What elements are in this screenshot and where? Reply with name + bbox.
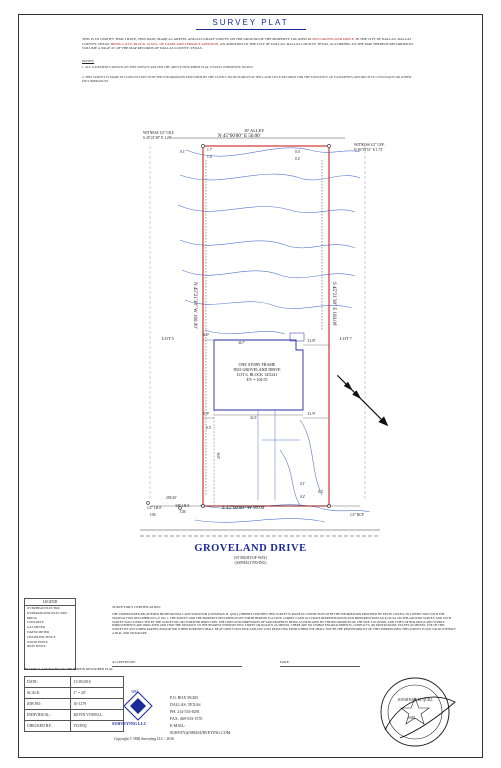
corner-sw-cm: CM [150, 513, 156, 517]
street-paving: (ASPHALT PAVING) [234, 561, 267, 565]
copyright: Copyright © 5882 Surveying LLC - 2016 [114, 737, 174, 741]
table-row: SCALE: 1" = 20' [25, 688, 124, 699]
offset-label: 0.4' [295, 150, 301, 154]
offset-label: 0.3' [318, 490, 324, 494]
offset-label: 0.2' [300, 495, 306, 499]
note-1: 1. ALL EASEMENTS SHOWN ON THIS SURVEY ARE PER THE ABOVE DESCRIBED PLAT, UNLESS OTHERWISE NOTED. [82, 65, 254, 69]
witness-left: WITNESS 1/2" I.R.F. [143, 131, 175, 135]
signature-stroke [385, 697, 455, 738]
surveyor-seal-icon [381, 678, 449, 746]
surveyor-cert-text: THE UNDERSIGNED REGISTERED PROFESSIONAL LAND SURVEYOR (JONATHAN M. QUILL) HEREBY CERTIFIES THIS SURVEY IS MADE IN CONNECTION WITH THE INFORMATION PROVIDED BY KEVIN VOWELL IN CONNECTION WITH THE TRANSACTION DESCRIBED IN G.F. NO. 1. THE SURVEY AND THE PROPERTY DESCRIPTION SET FORTH HEREON IS A TRUE, CORRECT AND ACCURATE REPRESENTATION AND PREPARED FROM AN ACTUAL ON-THE-GROUND SURVEY, AND SUCH SURVEY WAS CONDUCTED BY THE SURVEYOR, OR UNDER HIS DIRECTION. THE LINES AND DIMENSIONS OF SAID PROPERTY BEING AS INDICATED BY THE RECORDED PLAT; THE SIZE, LOCATION, AND TYPES OF BUILDINGS AND VISIBLE IMPROVEMENTS ARE INDICATED AND THAT THE DISTANCE TO THE NEAREST INTERSECTING STREET OR ROAD IS AS SHOWN. THERE ARE NO VISIBLE ENCROACHMENTS, CONFLICTS, OR PROTRUSIONS, EXCEPT AS SHOWN. USE OF THIS SURVEY BY ANY OTHER PARTIES AND/OR FOR OTHER PURPOSES SHALL BE AT USER'S OWN RISK AND ANY LOSS RESULTING FROM OTHER USE SHALL NOT BE THE RESPONSIBILITY OF THE UNDERSIGNED. THIS SURVEY IS NOT VALID WITHOUT A SEAL AND SIGNATURE. [112, 612, 456, 635]
dim-bottom-right: 11.9' [307, 411, 316, 416]
legend-item: GAS METER [27, 625, 45, 630]
company-name: SURVEYING LLC [112, 721, 147, 726]
date-line [280, 666, 360, 667]
legend-item: UNDERGROUND ELECTRIC [27, 610, 68, 615]
company-email: SURVEY@5882SURVEYING.COM [170, 730, 231, 735]
lot-5-label: LOT 5 [162, 336, 174, 341]
lot-7-label: LOT 7 [340, 336, 352, 341]
offset-label: 1.7' [207, 148, 213, 152]
dim-front: 36.8' [216, 452, 220, 459]
company-logo-icon [124, 692, 152, 720]
corner-markers [147, 144, 331, 509]
note-2: 2. THIS SURVEY IS MADE IN CONJUNCTION WITH THE INFORMATION PROVIDED BY THE CLIENT. NO RESEARCH OF THE LAND TITLE RECORDS FOR THE EXISTENCE OF EASEMENTS, RESTRICTIVE COVENANTS OR OTHER ENCUMBRANCES [82, 75, 412, 83]
west-bearing: N 45°21'38" W 160.00' [192, 282, 197, 329]
dim-bottom-left: 5.9' [203, 411, 210, 416]
offset-label: 0.3' [206, 426, 212, 430]
accepted-by-label: ACCEPTED BY: [112, 660, 136, 664]
legend-item: OVERHEAD ELECTRIC [27, 606, 61, 610]
dim-top-left: 6.0' [203, 332, 210, 337]
offset-label: 0.1' [300, 482, 306, 486]
legend-item: IRON FENCE [27, 644, 46, 649]
legend-heading: LEGEND [25, 599, 75, 606]
north-bearing: N 45°00'00" E 50.00' [218, 134, 261, 139]
logo-number: 5882 [131, 690, 139, 694]
notes-heading: NOTES: [82, 59, 95, 63]
dim-house-width: 34.7' [238, 341, 245, 345]
corner-s-cm: CM [180, 510, 186, 514]
witness-right-bearing: N 36°59'51" E 1.73' [354, 148, 383, 152]
legend [24, 598, 76, 670]
page-title: SURVEY PLAT [212, 18, 289, 27]
seal-number: 6382 [408, 716, 416, 720]
seal-name: JONATHAN M. QUILL [398, 698, 434, 702]
property-boundary [203, 146, 329, 506]
street-row: (50' RIGHT-OF-WAY) [233, 556, 268, 560]
property-address: 8923 GROVELAND DRIVE, [312, 37, 355, 41]
corner-s-label: 3/8" I.R.F. [175, 504, 190, 508]
alley-label: 10' ALLEY [244, 128, 265, 133]
legend-item: WATER METER [27, 629, 50, 634]
lot-description: BEING LOT 6, BLOCK 14/5241, OF LAKELAND TERRACE ADDITION, [110, 41, 220, 46]
company-contact: P.O. BOX 59/205 DALLAS, TEXAS PH. 214-533-8291 FAX. 469-533-1570 E-MAIL: SURVEY@5882SURVEYING.COM [170, 695, 231, 735]
legend-item: CONCRETE [27, 620, 44, 625]
offset-label: 0.2' [295, 157, 301, 161]
corner-se-label: 1/2" RCP [350, 513, 364, 517]
fence-lines [203, 146, 328, 495]
table-row: JOB NO: 16-1279 [25, 699, 124, 710]
corner-sw-label: 1/2" I.R.F. [147, 506, 162, 510]
date-label: DATE: [280, 660, 290, 664]
witness-right: WITNESS 1/2" I.P.F. [354, 143, 385, 147]
bearings-note: BEARINGS ARE BASED ON THE HEREIN DESCRIBED PLAT. [24, 667, 114, 671]
surveyor-cert-heading: SURVEYOR'S CERTIFICATION: [112, 605, 161, 609]
legend-item: CHAINLINK FENCE [27, 634, 56, 639]
north-arrow-icon [335, 373, 392, 430]
dim-sw: 258.30' [166, 496, 177, 500]
witness-left-bearing: S 45°21'38" E 1.20' [143, 136, 172, 140]
job-info-table [24, 676, 124, 732]
east-bearing: S 45°21'38" E 160.00' [331, 282, 336, 327]
accepted-by-line [112, 666, 242, 667]
dim-top-right: 11.8' [307, 338, 316, 343]
street-name: GROVELAND DRIVE [194, 543, 307, 554]
offset-label: 1.4' [207, 155, 213, 159]
house-label: ONE STORY FRAME 8923 GROVELAND DRIVE LOT 6, BLOCK 14/5241 F.F. = 104.55 [233, 362, 281, 382]
table-row: DATE: 11/18/2016 [25, 677, 124, 688]
table-row: INDIVIDUAL: KEVIN VOWELL [25, 710, 124, 721]
driveway-lines [258, 410, 300, 500]
legend-item: WOOD FENCE [27, 639, 48, 644]
offset-label: 0.1' [180, 150, 186, 154]
certification-text: THIS IS TO CERTIFY THAT I HAVE, THIS DATE, MADE A CAREFUL AND ACCURATE SURVEY ON THE GROUND OF THE PROPERTY LOCATED AT 8923 GROVELAND DRIVE, IN THE CITY OF DALLAS, DALLAS COUNTY, TEXAS. BEING LOT 6, BLOCK 14/5241, OF LAKELAND TERRACE ADDITION, AN ADDITION TO THE CITY OF DALLAS, DALLAS COUNTY, TEXAS, ACCORDING TO THE MAP THEREOF RECORDED IN VOLUME 4, PAGE 47, OF THE MAP RECORDS OF DALLAS COUNTY, TEXAS. [82, 37, 413, 51]
dim-house-back: 32.3' [250, 416, 257, 420]
legend-item: BRICK [27, 615, 37, 620]
table-row: CHECKED BY: TO/JNQ [25, 721, 124, 732]
south-bearing: S 45°00'00" W 50.00' [222, 506, 266, 511]
